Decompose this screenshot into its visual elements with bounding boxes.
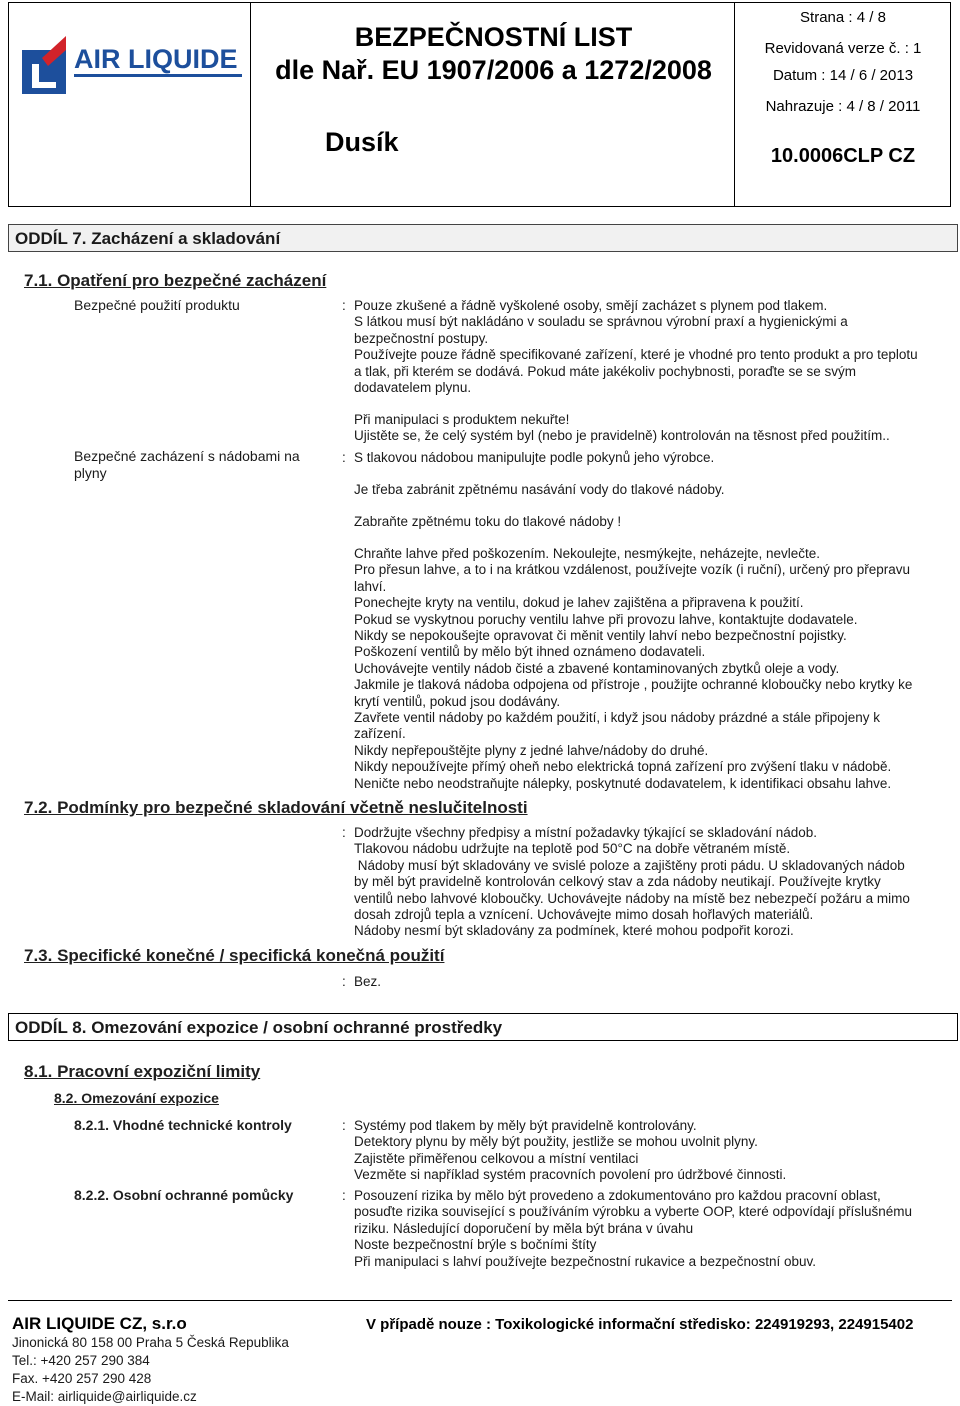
subsection-7-1-title: 7.1. Opatření pro bezpečné zacházení: [24, 271, 327, 290]
specific-use-text: Bez.: [354, 974, 382, 989]
section-8-title: ODDÍL 8. Omezování expozice / osobní ochranné prostředky: [8, 1013, 958, 1041]
safe-use-text: Pouze zkušené a řádně vyškolené osoby, smějí zacházet s plynem pod tlakem. S látkou musí být nakládáno v souladu se správnou výrobní praxí a hygienickými a bezpečnostní postupy. Používejte pouze řádně specifikované zařízení, které je vhodné pro tento produkt a pro teplotu a tlak, při kterém se dodává. Pokud máte jakékoliv pochybnosti, poraďte se se svým dodavatelem plynu.: [354, 298, 918, 396]
containers-text: S tlakovou nádobou manipulujte podle pokynů jeho výrobce.: [354, 450, 715, 465]
containers-text-b: Je třeba zabránit zpětnému nasávání vody do tlakové nádoby.: [354, 482, 725, 497]
revision: Revidovaná verze č. : 1: [764, 40, 922, 57]
document-regulation: dle Nař. EU 1907/2006 a 1272/2008: [275, 55, 712, 85]
subsection-8-1-title: 8.1. Pracovní expoziční limity: [24, 1062, 261, 1081]
colon: :: [342, 974, 346, 989]
document-code: 10.0006CLP CZ: [770, 145, 916, 167]
colon: :: [342, 1118, 346, 1133]
technical-controls-text: Systémy pod tlakem by měly být pravidelně kontrolovány. Detektory plynu by měly být použity, jestliže se mohou uvolnit plyny. Zajistěte přiměřenou celkovou a místní ventilaci Vezměte si například systém pracovních povolení pro údržbové činnosti.: [354, 1118, 787, 1183]
colon: :: [342, 450, 346, 465]
footer-fax: Fax. +420 257 290 428: [12, 1371, 152, 1386]
replaces: Nahrazuje : 4 / 8 / 2011: [765, 98, 921, 115]
subsection-8-2-1-label: 8.2.1. Vhodné technické kontroly: [74, 1117, 292, 1133]
safe-use-text-2: Při manipulaci s produktem nekuřte! Ujistěte se, že celý systém byl (nebo je pravidelně) kontrolován na těsnost před použitím..: [354, 412, 890, 444]
safe-use-label: Bezpečné použití produktu: [74, 297, 240, 313]
product-name: Dusík: [325, 127, 399, 157]
header-title-block: [250, 2, 735, 206]
section-7-title: ODDÍL 7. Zacházení a skladování: [8, 224, 958, 252]
date: Datum : 14 / 6 / 2013: [772, 67, 914, 84]
footer-email[interactable]: E-Mail: airliquide@airliquide.cz: [12, 1389, 197, 1404]
containers-text-c: Zabraňte zpětnému toku do tlakové nádoby !: [354, 514, 622, 529]
ppe-text: Posouzení rizika by mělo být provedeno a zdokumentováno pro každou pracovní oblast, posuďte rizika související s používáním výrobku a vyberte OOP, které odpovídají příslušnému riziku. Následující doporučení by měla být brána v úvahu Noste bezpečnostní brýle s bočními štíty Při manipulaci s lahví používejte bezpečnostní rukavice a bezpečnostní obuv.: [354, 1188, 913, 1269]
subsection-7-2-title: 7.2. Podmínky pro bezpečné skladování včetně neslučitelnosti: [24, 798, 528, 817]
page-number: Strana : 4 / 8: [800, 9, 886, 26]
footer-phone: Tel.: +420 257 290 384: [12, 1353, 150, 1368]
svg-text:AIR LIQUIDE: AIR LIQUIDE: [74, 44, 238, 74]
containers-list: Chraňte lahve před poškozením. Nekoulejte, nesmýkejte, neházejte, nevlečte. Pro přesun lahve, a to i na krátkou vzdálenost, používejte vozík (i ruční), určený pro přepravu lahví. Ponechejte kryty na ventilu, dokud je lahev zajištěna a připravena k použití. Pokud se vyskytnou poruchy ventilu lahve při provozu lahve, kontaktujte dodavatele. Nikdy se nepokoušejte opravovat či měnit ventily lahví nebo bezpečnostní pojistky. Poškození ventilů by mělo být ihned oznámeno dodavateli. Uchovávejte ventily nádob čisté a zbavené kontaminovaných zbytků oleje a vody. Jakmile je tlaková nádoba odpojena od přístroje , použijte ochranné kloboučky nebo krytky ke krytí ventilů, pokud jsou dodávány. Zavřete ventil nádoby po každém použití, i když jsou nádoby prázdné a stále připojeny k zařízení. Nikdy nepřepouštějte plyny z jedné lahve/nádoby do druhé. Nikdy nepoužívejte přímý oheň nebo elektrická topná zařízení pro zvýšení tlaku v nádobě. Neničte nebo neodstraňujte nálepky, poskytnuté dodavatelem, k identifikaci obsahu lahve.: [354, 546, 913, 791]
subsection-8-2-title: 8.2. Omezování expozice: [54, 1090, 219, 1106]
colon: :: [342, 1188, 346, 1203]
footer-company: AIR LIQUIDE CZ, s.r.o: [12, 1314, 187, 1333]
air-liquide-logo: [22, 30, 244, 94]
footer-emergency: V případě nouze : Toxikologické informační středisko: 224919293, 224915402: [366, 1316, 914, 1333]
colon: :: [342, 298, 346, 313]
subsection-8-2-2-label: 8.2.2. Osobní ochranné pomůcky: [74, 1187, 294, 1203]
storage-text: Dodržujte všechny předpisy a místní požadavky týkající se skladování nádob. Tlakovou nádobu udržujte na teplotě pod 50°C na dobře větraném místě. Nádoby musí být skladovány ve svislé poloze a zajištěny proti pádu. U skladovaných nádob by měl být pravidelně kontrolován celkový stav a zda nádoby neutikají. Používejte krytky ventilů nebo lahvové kloboučky. Uchovávejte nádoby na místě bez nebezpečí požáru a mimo dosah zdrojů tepla a vznícení. Uchovávejte mimo dosah hořlavých materiálů. Nádoby nesmí být skladovány za podmínek, které mohou podpořit korozi.: [354, 825, 910, 939]
subsection-7-3-title: 7.3. Specifické konečné / specifická konečná použití: [24, 946, 445, 965]
document-title: BEZPEČNOSTNÍ LIST: [354, 22, 633, 52]
footer-address: Jinonická 80 158 00 Praha 5 Česká Republika: [12, 1335, 289, 1350]
containers-label: Bezpečné zacházení s nádobami na plyny: [74, 448, 300, 481]
footer-divider: [8, 1300, 952, 1301]
colon: :: [342, 825, 346, 840]
